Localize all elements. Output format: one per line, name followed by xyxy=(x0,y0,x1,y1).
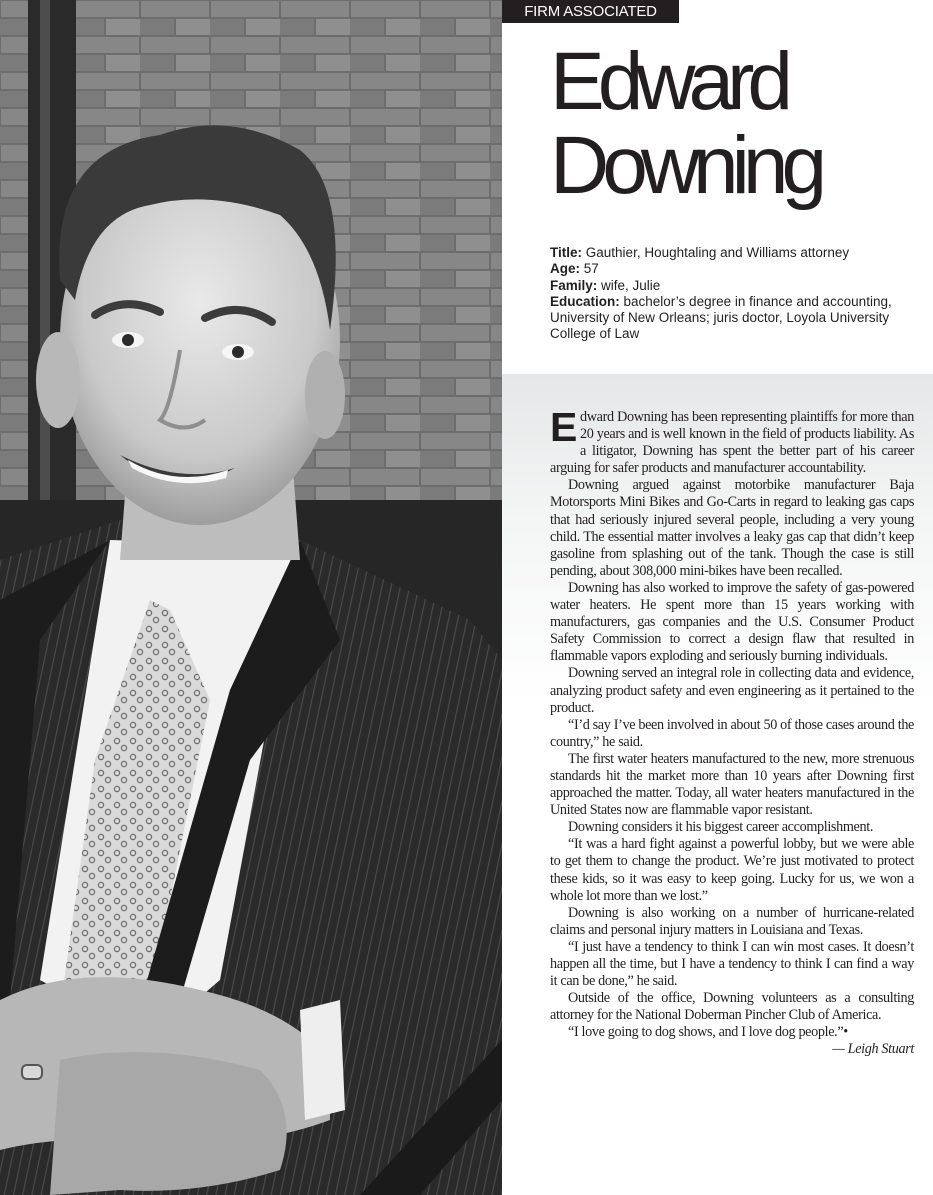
article-paragraph: Downing is also working on a number of hurricane-related claims and personal injury matters in Louisiana and Texas. xyxy=(550,904,914,938)
fact-title xyxy=(550,245,920,261)
fact-box xyxy=(550,245,920,343)
last-name: Downing xyxy=(550,120,821,211)
article-paragraph: “I love going to dog shows, and I love dog people.”• xyxy=(568,1024,848,1041)
fact-value: Gauthier, Houghtaling and Williams attorney xyxy=(585,245,850,260)
person-name xyxy=(550,36,930,211)
fact-value: wife, Julie xyxy=(601,277,661,293)
fact-label: Family: xyxy=(550,277,598,293)
fact-value: 57 xyxy=(583,261,599,277)
article-paragraph: The first water heaters manufactured to the new, more strenuous standards hit the market more than 10 years after Downing first approached the matter. Today, all water heaters manufactured in the United States now are flammable vapor resistant. xyxy=(550,750,914,819)
article-paragraph: Outside of the office, Downing volunteers as a consulting attorney for the National Doberman Pincher Club of America. xyxy=(550,990,914,1024)
article-paragraph: Downing has also worked to improve the safety of gas-powered water heaters. He spent more than 15 years working with manufacturers, gas companies and the U.S. Consumer Product Safety Commission to correct a design flaw that resulted in flammable vapors exploding and seriously burning individuals. xyxy=(550,579,914,665)
byline: — Leigh Stuart xyxy=(832,1041,914,1058)
drop-cap: E xyxy=(550,404,577,450)
fact-label: Title: xyxy=(550,245,583,260)
fact-education xyxy=(550,294,920,343)
article-paragraph: “I’d say I’ve been involved in about 50 of those cases around the country,” he said. xyxy=(550,716,915,750)
article-paragraph xyxy=(550,404,914,477)
first-name: Edward xyxy=(550,36,787,127)
article-paragraph: “It was a hard fight against a powerful lobby, but we were able to get them to change the product. We’re just motivated to protect these kids, so it was easy to keep going. Lucky for us, we won a whole lot more than we lost.” xyxy=(550,836,914,904)
fact-label: Age: xyxy=(550,261,580,277)
article-paragraph: Downing argued against motorbike manufacturer Baja Motorsports Mini Bikes and Go-Carts in regard to leaking gas caps that had seriously injured several people, including a very young child. The essential matter involves a leaky gas cap that didn’t keep gasoline from splashing out of the tank. Though the case is still pending, about 308,000 mini-bikes have been recalled. xyxy=(550,477,914,579)
article-paragraph: Downing served an integral role in collecting data and evidence, analyzing product safety and even engineering as it pertained to the product. xyxy=(550,665,914,716)
fact-label: Education: xyxy=(550,293,620,309)
section-tag: FIRM ASSOCIATED xyxy=(502,0,679,23)
article-paragraph: “I just have a tendency to think I can win most cases. It doesn’t happen all the time, but I have a tendency to think I can find a way it can be done,” he said. xyxy=(550,938,914,990)
fact-age xyxy=(550,261,920,277)
fact-value: bachelor’s degree in finance and accounting, University of New Orleans; juris doctor, Loyola University College of Law xyxy=(550,293,892,342)
article-body xyxy=(550,404,915,1059)
fact-family xyxy=(550,278,920,294)
article-paragraph: Downing considers it his biggest career accomplishment. xyxy=(568,819,874,836)
paragraph-text: dward Downing has been representing plaintiffs for more than 20 years and is well known in the field of products liability. As a litigator, Downing has spent the better part of his career arguing for safer products and manufacturer accountability. xyxy=(550,409,914,477)
